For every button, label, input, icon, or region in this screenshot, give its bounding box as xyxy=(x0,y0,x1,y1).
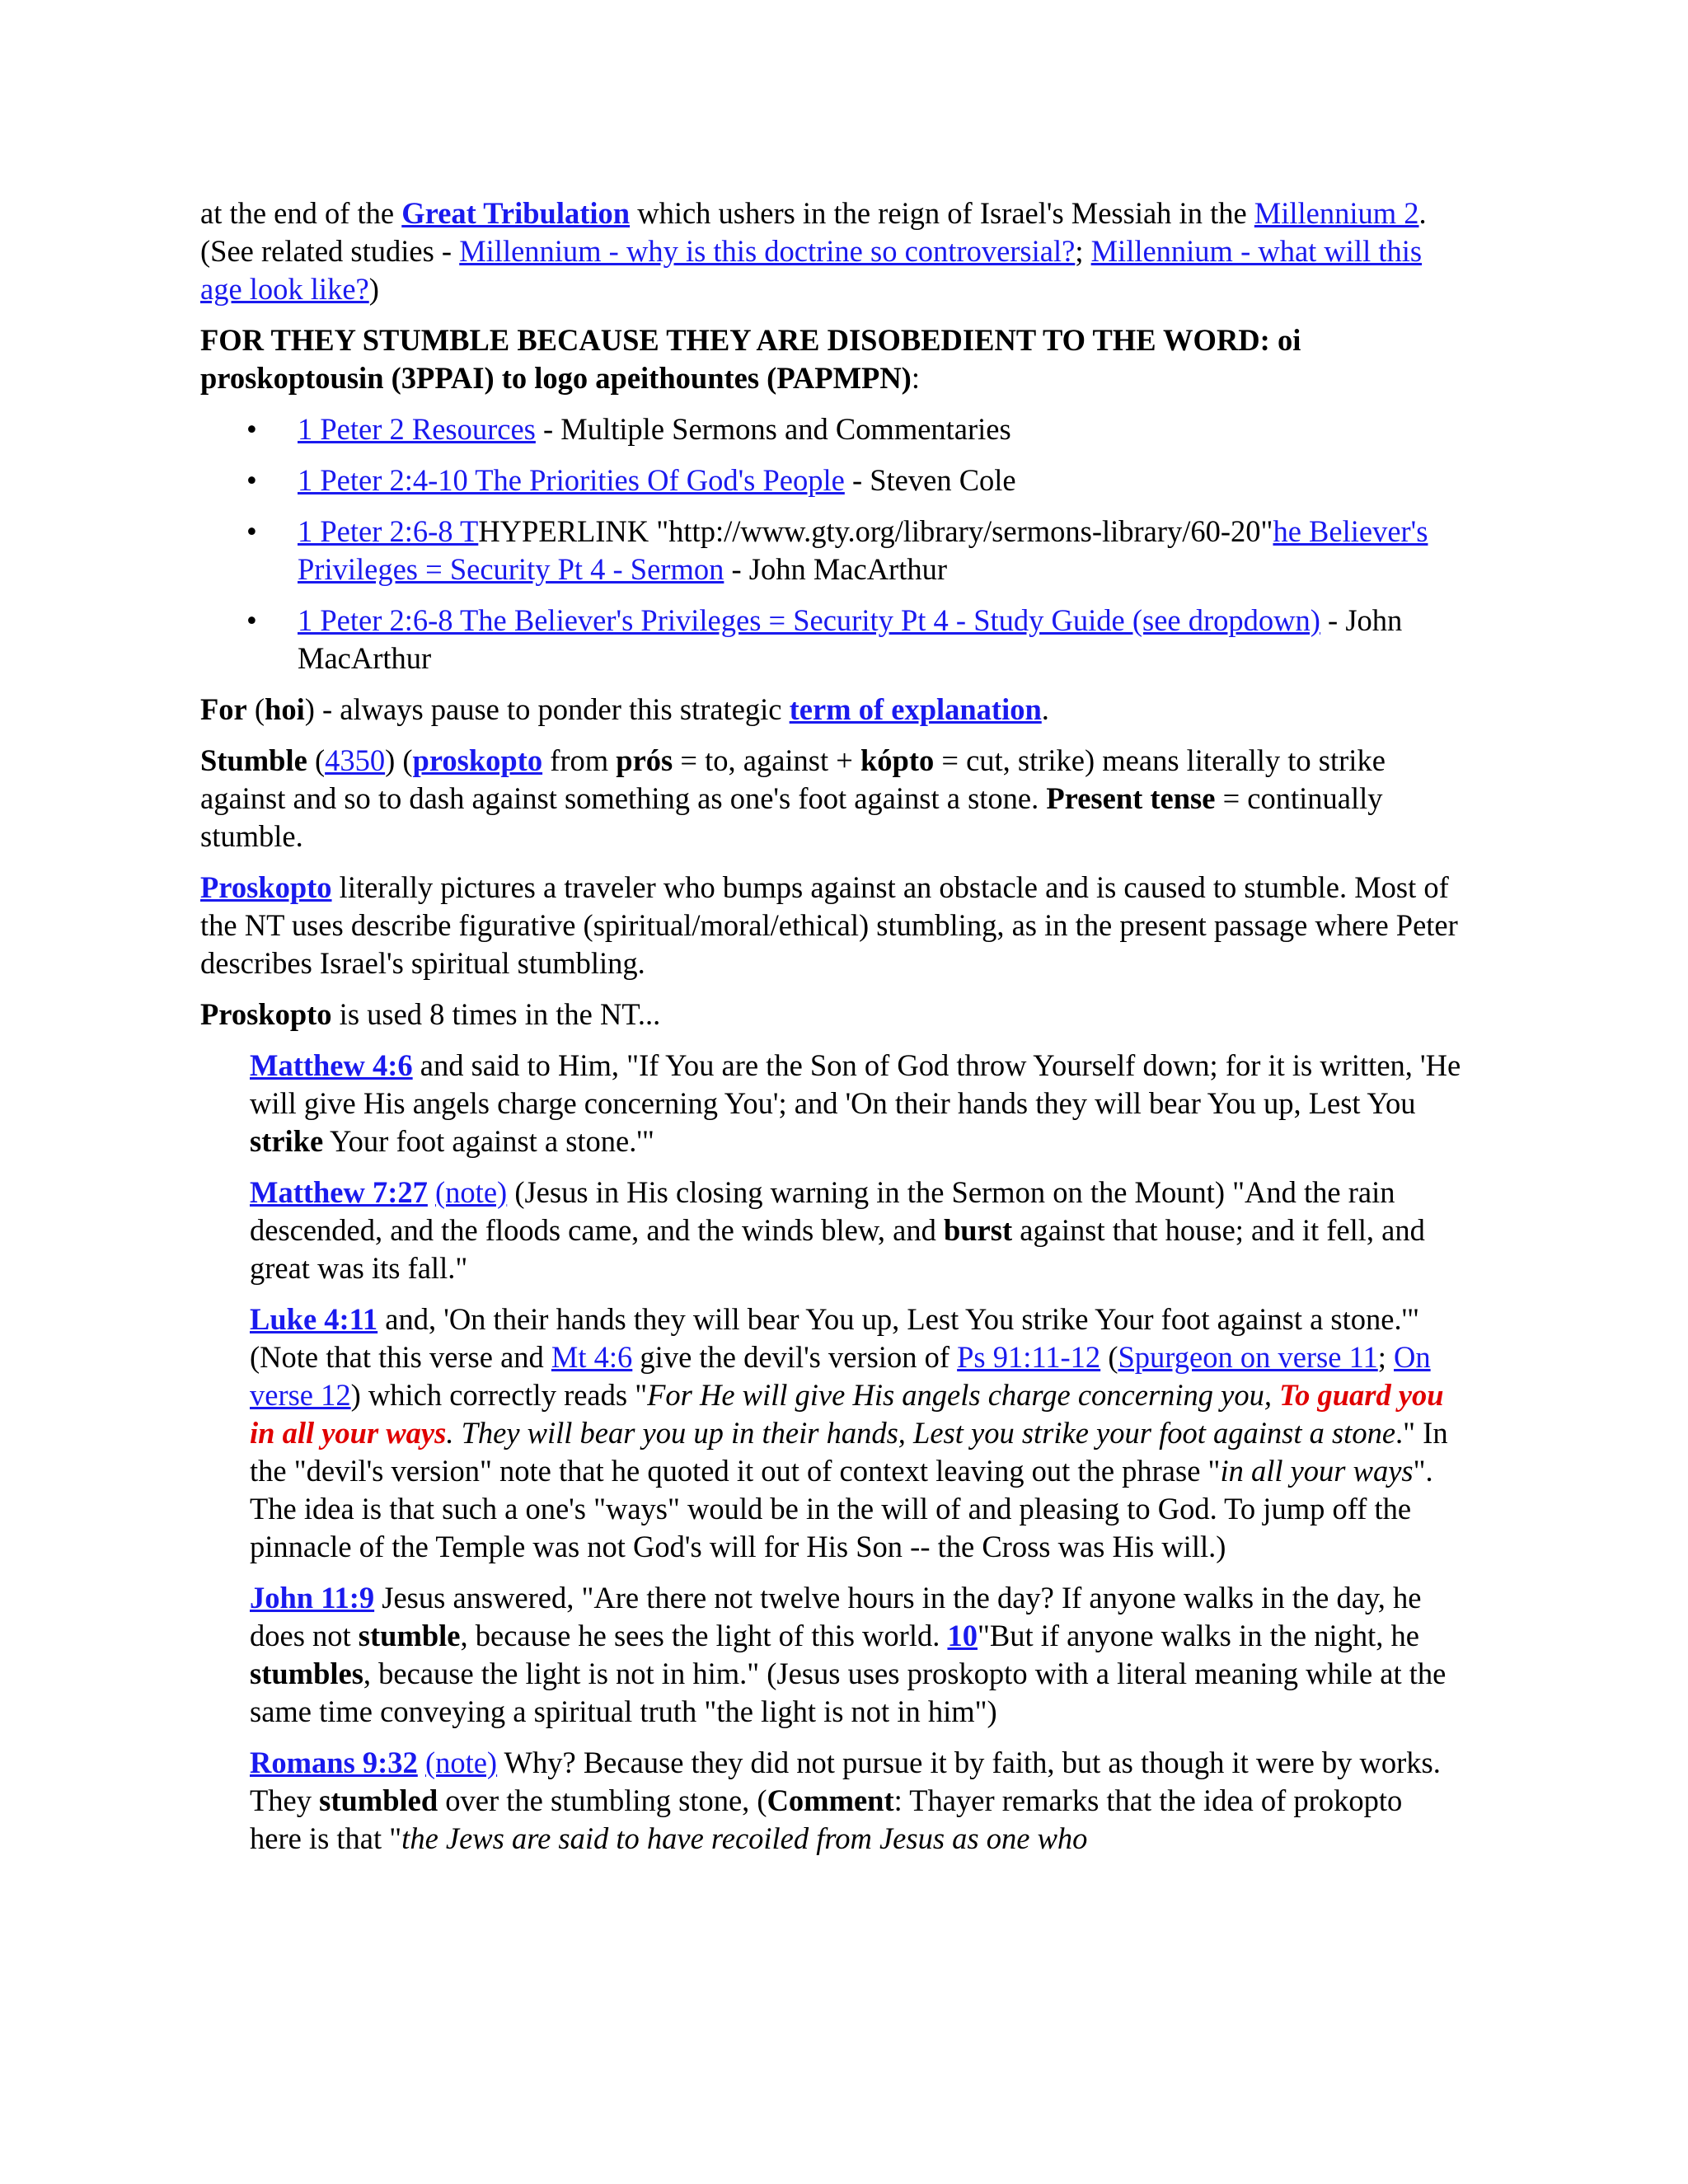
bullet: • xyxy=(246,514,257,548)
proskopto-paragraph xyxy=(200,869,1461,982)
text: ) - always pause to ponder this strategic xyxy=(304,692,790,726)
link-1peter2-resources[interactable]: 1 Peter 2 Resources xyxy=(298,412,536,446)
text: against that house; and it fell, and great was its fall." xyxy=(250,1213,1425,1285)
stumble-paragraph xyxy=(200,742,1461,855)
text: ; xyxy=(1377,1340,1395,1374)
link-romans-9-32[interactable]: Romans 9:32 xyxy=(250,1746,418,1779)
bullet: • xyxy=(246,412,257,446)
link-spurgeon-verse-11[interactable]: Spurgeon on verse 11 xyxy=(1118,1340,1378,1374)
italic-text: the Jews are said to have recoiled from Jesus as one who xyxy=(401,1821,1088,1855)
link-millennium-age[interactable]: Millennium - what will this age look like? xyxy=(200,234,1423,306)
link-note[interactable]: (note) xyxy=(435,1175,508,1209)
bullet: • xyxy=(246,603,257,637)
intro-paragraph xyxy=(200,194,1461,308)
text: ; xyxy=(1075,234,1091,268)
link-strongs-4350[interactable]: 4350 xyxy=(325,743,386,777)
italic-text: . They will bear you up in their hands, Lest you strike your foot against a stone xyxy=(446,1416,1396,1450)
bullet: • xyxy=(246,463,257,497)
text: ( xyxy=(246,692,265,726)
list-item xyxy=(246,410,1461,448)
text: ( xyxy=(307,743,326,777)
text: Jesus answered, "Are there not twelve hours in the day? If anyone walks in the day, he does not xyxy=(250,1581,1422,1652)
link-john-11-9[interactable]: John 11:9 xyxy=(250,1581,375,1615)
link-great-tribulation[interactable]: Great Tribulation xyxy=(401,196,631,230)
text: and said to Him, "If You are the Son of God throw Yourself down; for it is written, 'He will give His angels charge concerning You'; and 'On their hands they will bear You up, Lest You xyxy=(250,1048,1461,1120)
for-paragraph xyxy=(200,691,1461,729)
document-page xyxy=(200,194,1461,1871)
text: ) xyxy=(368,272,379,306)
link-millennium-2[interactable]: Millennium 2 xyxy=(1254,196,1419,230)
section-heading xyxy=(200,321,1461,397)
bold-text: For xyxy=(200,692,247,726)
text: , because the light is not in him." (Jesus uses proskopto with a literal meaning while at the same time conveying a spiritual truth "the light is not in him") xyxy=(250,1657,1447,1728)
usage-paragraph xyxy=(200,996,1461,1033)
text: = to, against + xyxy=(673,743,860,777)
italic-text: in all your ways xyxy=(1220,1454,1414,1488)
link-note[interactable]: (note) xyxy=(424,1746,498,1779)
text: ) ( xyxy=(385,743,413,777)
list-item xyxy=(246,462,1461,499)
text: (Jesus in His closing warning in the Sermon on the Mount) "And the rain descended, and the floods came, and the winds blew, and xyxy=(250,1175,1395,1247)
text: which ushers in the reign of Israel's Messiah in the xyxy=(630,196,1254,230)
text: = continually stumble. xyxy=(200,781,1383,853)
text: at the end of the xyxy=(200,196,402,230)
link-believers-privileges-a[interactable]: 1 Peter 2:6-8 T xyxy=(298,514,479,548)
text: . xyxy=(1041,692,1049,726)
link-ps-91-11-12[interactable]: Ps 91:11-12 xyxy=(957,1340,1101,1374)
link-matthew-4-6[interactable]: Matthew 4:6 xyxy=(250,1048,413,1082)
bold-text: Comment xyxy=(767,1783,894,1817)
text: "But if anyone walks in the night, he xyxy=(977,1619,1419,1652)
text: give the devil's version of xyxy=(632,1340,958,1374)
link-priorities-gods-people[interactable]: 1 Peter 2:4-10 The Priorities Of God's People xyxy=(298,463,845,497)
text: - Steven Cole xyxy=(844,463,1016,497)
link-luke-4-11[interactable]: Luke 4:11 xyxy=(250,1302,378,1336)
link-believers-privileges-sermon[interactable]: he Believer's Privileges = Security Pt 4 - Sermon xyxy=(298,514,1428,586)
text: : Thayer remarks that the idea of prokopto here is that " xyxy=(250,1783,1403,1855)
bold-text: stumbles xyxy=(250,1657,363,1690)
link-matthew-7-27[interactable]: Matthew 7:27 xyxy=(250,1175,428,1209)
bold-text: Present tense xyxy=(1046,781,1216,815)
text: - Multiple Sermons and Commentaries xyxy=(535,412,1011,446)
text: from xyxy=(542,743,617,777)
text: , because he sees the light of this world. xyxy=(460,1619,948,1652)
link-verse-10[interactable]: 10 xyxy=(947,1619,978,1652)
bold-text: stumbled xyxy=(319,1783,438,1817)
text: ( xyxy=(1100,1340,1118,1374)
text: over the stumbling stone, ( xyxy=(438,1783,767,1817)
bold-text: burst xyxy=(943,1213,1013,1247)
text: HYPERLINK "http://www.gty.org/library/sermons-library/60-20" xyxy=(478,514,1273,548)
text: ." In the "devil's version" note that he quoted it out of context leaving out the phrase " xyxy=(250,1416,1448,1488)
bold-text: stumble xyxy=(358,1619,461,1652)
list-item xyxy=(246,602,1461,677)
bold-text: Stumble xyxy=(200,743,307,777)
text: Why? Because they did not pursue it by faith, but as though it were by works. They xyxy=(250,1746,1441,1817)
link-millennium-controversial[interactable]: Millennium - why is this doctrine so controversial? xyxy=(459,234,1076,268)
heading-text: FOR THEY STUMBLE BECAUSE THEY ARE DISOBEDIENT TO THE WORD: oi proskoptousin (3PPAI) to logo apeithountes (PAPMPN) xyxy=(200,323,1301,395)
verse-matthew-7-27 xyxy=(250,1174,1461,1287)
text: = cut, strike) means literally to strike against and so to dash against something as one's foot against a stone. xyxy=(200,743,1386,815)
heading-colon: : xyxy=(911,361,920,395)
bold-text: kópto xyxy=(860,743,935,777)
verse-matthew-4-6 xyxy=(250,1047,1461,1160)
text: . (See related studies - xyxy=(200,196,1427,268)
link-proskopto[interactable]: proskopto xyxy=(412,743,543,777)
list-item xyxy=(246,513,1461,588)
text: - John MacArthur xyxy=(724,552,948,586)
verse-john-11-9 xyxy=(250,1579,1461,1731)
link-proskopto-2[interactable]: Proskopto xyxy=(200,870,332,904)
bold-text: strike xyxy=(250,1124,324,1158)
highlight-red-text: To guard you in all your ways xyxy=(250,1378,1444,1450)
text: - John MacArthur xyxy=(298,603,1403,675)
verse-luke-4-11 xyxy=(250,1301,1461,1566)
link-term-of-explanation[interactable]: term of explanation xyxy=(789,692,1042,726)
text: ) which correctly reads " xyxy=(350,1378,648,1412)
bold-text: Proskopto xyxy=(200,997,332,1031)
text: is used 8 times in the NT... xyxy=(331,997,661,1031)
resources-list xyxy=(200,410,1461,677)
text: Your foot against a stone.'" xyxy=(323,1124,654,1158)
text: literally pictures a traveler who bumps against an obstacle and is caused to stumble. Most of the NT uses describe figurative (spiritual/moral/ethical) stumbling, as in the present passage where Peter describes Israel's spiritual stumbling. xyxy=(200,870,1458,980)
link-on-verse-12[interactable]: On verse 12 xyxy=(250,1340,1431,1412)
bold-text: hoi xyxy=(265,692,305,726)
link-mt-4-6[interactable]: Mt 4:6 xyxy=(551,1340,633,1374)
verse-romans-9-32 xyxy=(250,1744,1461,1858)
bold-text: prós xyxy=(616,743,673,777)
link-believers-privileges-study-guide[interactable]: 1 Peter 2:6-8 The Believer's Privileges = Security Pt 4 - Study Guide (see dropdown) xyxy=(298,603,1320,637)
italic-text: For He will give His angels charge concerning you, xyxy=(647,1378,1280,1412)
text: ". The idea is that such a one's "ways" would be in the will of and pleasing to God. To jump off the pinnacle of the Temple was not God's will for His Son -- the Cross was His will.) xyxy=(250,1454,1433,1563)
text: and, 'On their hands they will bear You up, Lest You strike Your foot against a stone.'" (Note that this verse and xyxy=(250,1302,1420,1374)
